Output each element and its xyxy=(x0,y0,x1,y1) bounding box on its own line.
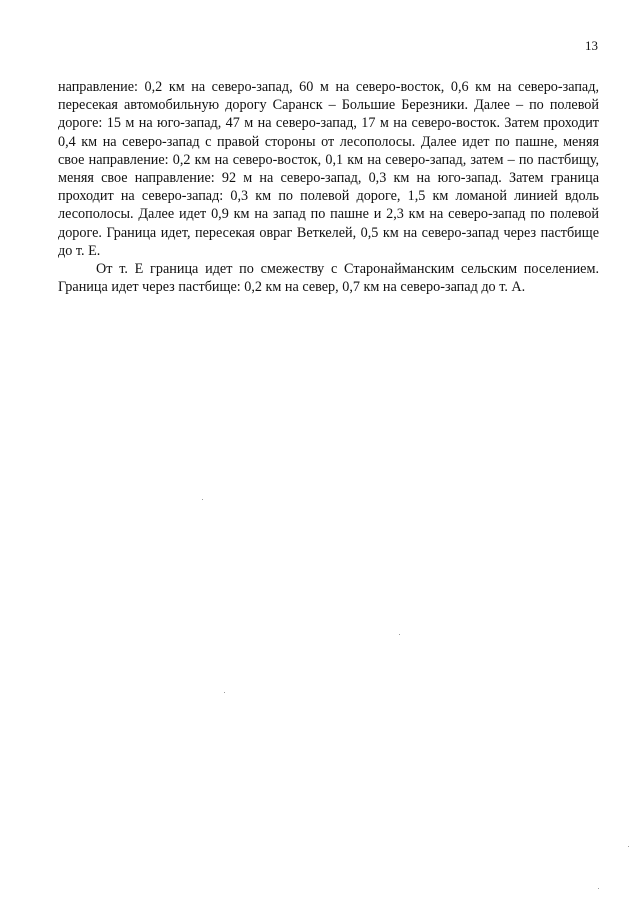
scan-speck xyxy=(598,888,599,889)
document-body xyxy=(58,78,599,296)
paragraph-boundary-description: направление: 0,2 км на северо-запад, 60 м на северо-восток, 0,6 км на северо-запад, пересекая автомобильную дорогу Саранск – Большие Березники. Далее – по полевой дороге: 15 м на юго-запад, 47 м на северо-запад, 17 м на северо-восток. Затем проходит 0,4 км на северо-запад с правой стороны от лесополосы. Далее идет по пашне, меняя свое направление: 0,2 км на северо-восток, 0,1 км на северо-запад, затем – по пастбищу, меняя свое направление: 92 м на северо-запад, 0,3 км на юго-запад. Затем граница проходит на северо-запад: 0,3 км по полевой дороге, 1,5 км ломаной линией вдоль лесополосы. Далее идет 0,9 км на запад по пашне и 2,3 км на северо-запад по полевой дороге. Граница идет, пересекая овраг Веткелей, 0,5 км на северо-запад через пастбище до т. Е. xyxy=(58,79,599,259)
scan-speck xyxy=(202,499,203,500)
scan-speck xyxy=(628,846,629,847)
scan-speck xyxy=(399,634,400,635)
paragraph-boundary-from-point-e: От т. Е граница идет по смежеству с Старонайманским сельским поселением. Граница идет через пастбище: 0,2 км на север, 0,7 км на северо-запад до т. А. xyxy=(58,261,599,296)
page-number: 13 xyxy=(585,38,598,53)
scan-speck xyxy=(224,692,225,693)
